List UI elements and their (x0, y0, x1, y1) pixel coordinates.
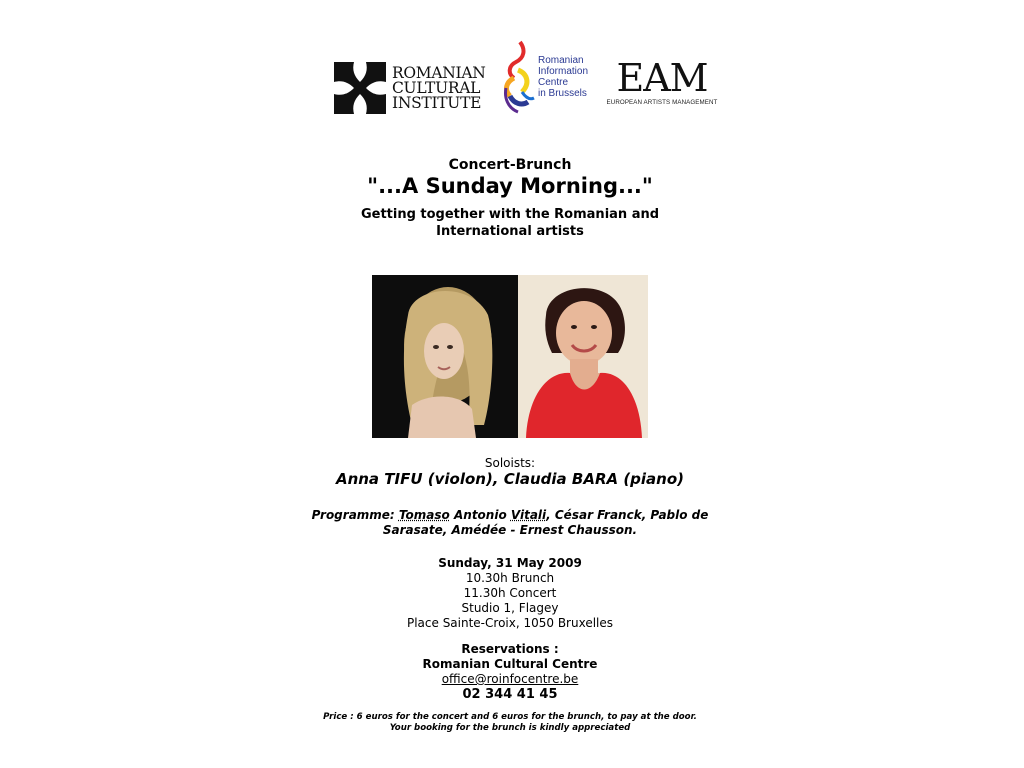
claudia-bara-photo (518, 275, 648, 438)
programme-line-1-rest: , César Franck, Pablo de (546, 508, 709, 522)
european-artists-management-logo (600, 58, 724, 106)
soloists-label: Soloists: (484, 456, 536, 470)
reservations (300, 642, 720, 702)
reservations-org: Romanian Cultural Centre (422, 657, 598, 671)
composer-name-antonio: Antonio (453, 508, 507, 522)
venue-address: Place Sainte-Croix, 1050 Bruxelles (406, 616, 614, 630)
event-title: "...A Sunday Morning..." (367, 174, 653, 198)
concert-time: 11.30h Concert (463, 586, 557, 600)
event-kicker: Concert-Brunch (448, 157, 572, 173)
romanian-information-centre-logo (500, 40, 588, 114)
venue-name: Studio 1, Flagey (461, 601, 559, 615)
schedule (300, 556, 720, 631)
programme (300, 508, 720, 538)
composer-name-tomaso: Tomaso (398, 508, 450, 522)
eam-subtitle: EUROPEAN ARTISTS MANAGEMENT (606, 99, 718, 106)
ricb-line-4: in Brussels (538, 88, 587, 99)
programme-line-1 (300, 508, 720, 523)
anna-tifu-photo (372, 275, 518, 438)
price-line-2: Your booking for the brunch is kindly appreciated (389, 723, 631, 733)
ricb-line-1: Romanian (538, 55, 584, 66)
eam-mark: EAM (616, 56, 708, 100)
composer-name-vitali: Vitali (510, 508, 547, 522)
artist-photos (372, 275, 648, 438)
reservations-label: Reservations : (461, 642, 559, 656)
ricb-line-3: Centre (538, 77, 569, 88)
rci-line-2: CULTURAL (392, 78, 481, 97)
price-note (270, 712, 750, 734)
reservations-email-link[interactable]: office@roinfocentre.be (441, 672, 579, 686)
event-subtitle-line-1: Getting together with the Romanian and (360, 207, 660, 222)
rci-line-1: ROMANIAN (392, 63, 486, 82)
programme-line-2: Sarasate, Amédée - Ernest Chausson. (382, 523, 638, 537)
event-subtitle (300, 206, 720, 240)
ricb-swirl-icon (500, 40, 536, 114)
rci-line-3: INSTITUTE (392, 93, 482, 112)
event-date: Sunday, 31 May 2009 (438, 556, 582, 570)
romanian-cultural-institute-logo (334, 62, 485, 114)
programme-label: Programme: (311, 508, 395, 522)
logo-bar (334, 40, 724, 118)
price-line-1: Price : 6 euros for the concert and 6 euros for the brunch, to pay at the door. (323, 712, 697, 722)
reservations-phone: 02 344 41 45 (462, 687, 558, 702)
brunch-time: 10.30h Brunch (465, 571, 555, 585)
ricb-line-2: Information (538, 66, 589, 77)
rci-cross-icon (334, 62, 386, 114)
soloists-names: Anna TIFU (violon), Claudia BARA (piano) (335, 470, 685, 488)
event-subtitle-line-2: International artists (436, 224, 584, 239)
